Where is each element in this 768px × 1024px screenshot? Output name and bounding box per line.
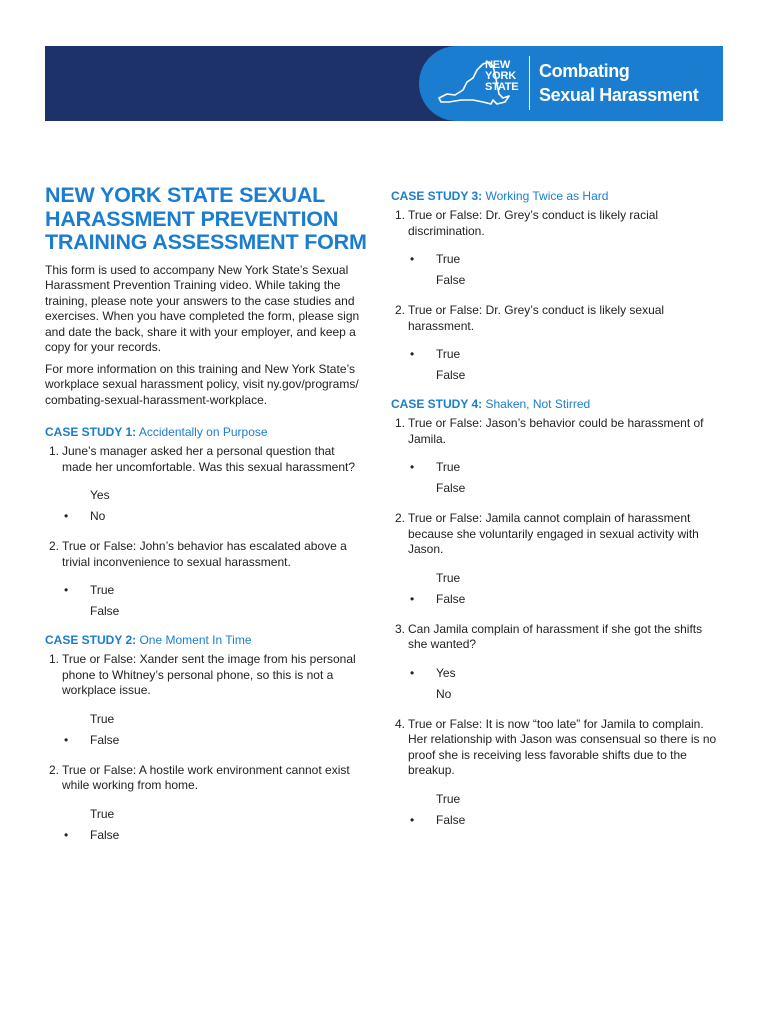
question-number: 1.	[49, 652, 60, 666]
question-text: True or False: Dr. Grey’s conduct is likely sexual harassment.	[408, 303, 665, 333]
answer-option-false[interactable]	[391, 480, 723, 501]
answer-options	[391, 570, 723, 612]
answer-option-label: True	[436, 347, 461, 361]
answer-option-label: Yes	[436, 665, 456, 680]
answer-options	[391, 791, 723, 833]
question-number: 1.	[395, 416, 406, 430]
answer-options	[45, 806, 367, 848]
question-text: True or False: A hostile work environment cannot exist while working from home.	[62, 762, 350, 792]
case-study-heading	[391, 188, 723, 204]
bullet-icon: •	[410, 591, 415, 606]
bullet-icon: •	[64, 583, 69, 597]
bullet-icon: •	[410, 347, 415, 361]
answer-option-label: False	[436, 591, 466, 606]
question	[45, 539, 367, 570]
question-text: True or False: John’s behavior has escalated above a trivial inconvenience to sexual harassment.	[62, 539, 347, 569]
case-study-label: CASE STUDY 3:	[391, 189, 483, 203]
answer-option-false[interactable]	[45, 603, 367, 624]
case-study-name: Accidentally on Purpose	[136, 425, 268, 439]
page-title: NEW YORK STATE SEXUAL HARASSMENT PREVENTION TRAINING ASSESSMENT FORM	[45, 183, 367, 254]
logo-line-state: STATE	[485, 81, 519, 93]
answer-option-false[interactable]	[45, 827, 367, 848]
case-study-label: CASE STUDY 1:	[45, 425, 137, 439]
bullet-icon: •	[410, 460, 415, 474]
answer-option-true[interactable]	[45, 711, 367, 732]
right-column	[391, 188, 723, 833]
answer-options	[45, 487, 367, 529]
question	[391, 303, 723, 334]
left-column	[45, 184, 367, 848]
answer-option-no[interactable]	[391, 686, 723, 707]
question	[391, 622, 723, 653]
answer-options	[45, 711, 367, 753]
answer-option-label: False	[436, 368, 466, 382]
answer-option-false[interactable]	[391, 367, 723, 388]
question	[391, 416, 723, 447]
answer-option-true[interactable]	[391, 459, 723, 480]
question	[391, 511, 723, 558]
right-case-studies	[391, 188, 723, 833]
bullet-icon: •	[410, 665, 415, 680]
answer-option-false[interactable]	[391, 591, 723, 612]
answer-options	[391, 251, 723, 293]
case-study-heading	[391, 396, 723, 412]
banner-title	[539, 59, 698, 107]
answer-option-label: False	[436, 273, 466, 287]
bullet-icon: •	[410, 252, 415, 266]
answer-option-false[interactable]	[45, 732, 367, 753]
answer-option-yes[interactable]	[45, 487, 367, 508]
question-text: True or False: It is now “too late” for Jamila to complain. Her relationship with Jason was consensual so there is no proof she is receiving less favorable shifts due to the breakup.	[408, 716, 717, 777]
bullet-icon: •	[64, 509, 69, 523]
question	[391, 717, 723, 779]
case-study-heading	[45, 632, 367, 648]
question-number: 2.	[49, 539, 60, 553]
question	[45, 652, 367, 699]
answer-option-true[interactable]	[391, 791, 723, 812]
answer-option-label: False	[436, 812, 466, 827]
question-number: 3.	[395, 621, 406, 636]
question-text: True or False: Dr. Grey’s conduct is likely racial discrimination.	[408, 208, 659, 238]
answer-option-label: No	[436, 686, 452, 701]
answer-option-label: False	[90, 604, 120, 618]
answer-option-true[interactable]	[45, 582, 367, 603]
question-number: 2.	[395, 511, 406, 525]
banner-divider	[529, 56, 530, 110]
question-number: 1.	[395, 208, 406, 222]
answer-option-label: No	[90, 509, 106, 523]
question-number: 2.	[395, 303, 406, 317]
header-banner	[45, 46, 723, 121]
question-text: True or False: Jamila cannot complain of harassment because she voluntarily engaged in sexual activity with Jason.	[408, 511, 699, 556]
question-number: 1.	[49, 444, 60, 458]
banner-title-line1: Combating	[539, 61, 630, 81]
left-case-studies	[45, 424, 367, 848]
answer-options	[391, 346, 723, 388]
answer-option-label: True	[436, 460, 461, 474]
answer-option-label: Yes	[90, 488, 110, 502]
bullet-icon: •	[64, 732, 69, 747]
case-study-name: Working Twice as Hard	[482, 189, 609, 203]
banner-logo-area	[419, 46, 723, 121]
answer-option-label: True	[90, 806, 115, 821]
question-text: True or False: Jason’s behavior could be harassment of Jamila.	[408, 416, 704, 446]
new-york-state-logo-text	[485, 60, 518, 93]
answer-option-label: True	[436, 570, 461, 585]
answer-option-true[interactable]	[391, 251, 723, 272]
answer-option-true[interactable]	[391, 346, 723, 367]
question	[45, 444, 367, 475]
case-study-name: Shaken, Not Stirred	[482, 397, 591, 411]
answer-option-true[interactable]	[45, 806, 367, 827]
answer-option-yes[interactable]	[391, 665, 723, 686]
answer-option-label: True	[436, 791, 461, 806]
question-text: June’s manager asked her a personal question that made her uncomfortable. Was this sexual harassment?	[62, 444, 356, 474]
case-study-label: CASE STUDY 2:	[45, 633, 137, 647]
question	[391, 208, 723, 239]
answer-option-true[interactable]	[391, 570, 723, 591]
bullet-icon: •	[410, 812, 415, 827]
banner-title-line2: Sexual Harassment	[539, 85, 699, 105]
logo-line-york: YORK	[485, 70, 516, 82]
logo-line-new: NEW	[485, 59, 511, 71]
answer-option-label: True	[436, 252, 461, 266]
answer-option-label: False	[436, 481, 466, 495]
answer-option-false[interactable]	[391, 812, 723, 833]
case-study-label: CASE STUDY 4:	[391, 397, 483, 411]
answer-options	[391, 665, 723, 707]
bullet-icon: •	[64, 827, 69, 842]
answer-option-label: True	[90, 583, 115, 597]
answer-options	[45, 582, 367, 624]
question-text: True or False: Xander sent the image from his personal phone to Whitney’s personal phone, so this is not a workplace issue.	[62, 652, 356, 697]
answer-option-no[interactable]	[45, 508, 367, 529]
intro-paragraph: This form is used to accompany New York State’s Sexual Harassment Prevention Training video. While taking the training, please note your answers to the case studies and exercises. When you have completed the form, please sign and date the back, share it with your employer, and keep a copy for your records.	[45, 262, 360, 354]
case-study-heading	[45, 424, 367, 440]
question-number: 4.	[395, 716, 406, 731]
info-paragraph: For more information on this training and New York State’s workplace sexual harassment policy, visit ny.gov/programs/ combating-sexual-harassment-workplace.	[45, 361, 359, 407]
answer-option-false[interactable]	[391, 272, 723, 293]
question	[45, 763, 367, 794]
case-study-name: One Moment In Time	[136, 633, 252, 647]
answer-option-label: False	[90, 827, 120, 842]
answer-options	[391, 459, 723, 501]
question-number: 2.	[49, 762, 60, 777]
question-text: Can Jamila complain of harassment if she got the shifts she wanted?	[408, 621, 703, 651]
answer-option-label: True	[90, 711, 115, 726]
answer-option-label: False	[90, 732, 120, 747]
